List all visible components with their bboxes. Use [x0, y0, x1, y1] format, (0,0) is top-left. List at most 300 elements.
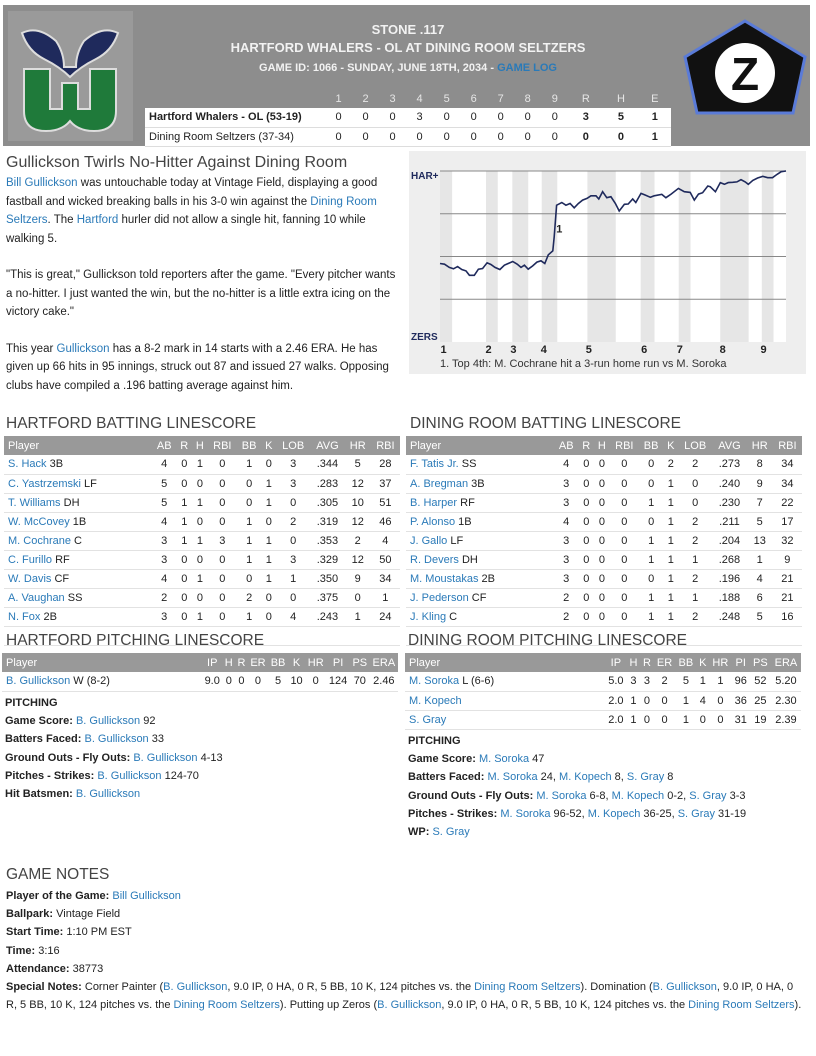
position: RF [460, 496, 475, 509]
player-or-team-link[interactable]: Bill Gullickson [6, 177, 78, 189]
hartford-pitching-notes [5, 694, 223, 803]
stat-cell: 0 [176, 474, 192, 493]
column-header: HR [709, 653, 731, 672]
stat-cell: 0 [276, 493, 310, 512]
stat-cell: 4 [554, 512, 578, 531]
stat-cell: 16 [773, 607, 802, 626]
column-header: RBI [773, 436, 802, 455]
field-label: Pitches - Strikes: [408, 807, 498, 820]
stat-cell: 0 [237, 474, 261, 493]
player-or-team-link[interactable]: B. Gullickson [163, 981, 228, 994]
linescore-header-cell: 6 [470, 92, 477, 105]
text: 4-13 [197, 751, 223, 764]
stat-cell: 3 [640, 672, 653, 691]
stat-cell: 1 [176, 493, 192, 512]
stat-cell: 0 [276, 531, 310, 550]
pitching-stat-line [5, 767, 223, 785]
player-link[interactable]: S. Hack [8, 458, 47, 471]
player-link[interactable]: M. Kopech [409, 694, 462, 707]
stat-cell: 1 [237, 512, 261, 531]
pitching-stat-line [5, 712, 223, 730]
stat-cell: 51 [371, 493, 400, 512]
text: 6-8, [586, 789, 612, 802]
stat-cell: 0 [305, 672, 326, 691]
position: DH [63, 496, 80, 509]
player-or-team-link[interactable]: S. Gray [626, 771, 665, 784]
game-notes-heading: GAME NOTES [6, 866, 110, 883]
stat-cell: 0 [208, 474, 237, 493]
column-header: PI [326, 653, 350, 672]
stat-cell: 22 [773, 493, 802, 512]
text: ). [794, 999, 802, 1012]
stat-cell: 124 [326, 672, 350, 691]
stat-cell: 5 [268, 672, 288, 691]
stat-cell: 3 [276, 455, 310, 474]
player-link[interactable]: C. Yastrzemski [8, 477, 81, 490]
stat-cell: .319 [310, 512, 345, 531]
field-label: Batters Faced: [408, 771, 485, 784]
stat-cell: 0 [578, 550, 594, 569]
pitching-stat-line [408, 768, 746, 786]
player-link[interactable]: B. Gullickson [6, 675, 71, 688]
stat-cell: 1 [261, 474, 276, 493]
stat-cell: 3 [554, 569, 578, 588]
stat-cell: 0 [610, 550, 639, 569]
stat-cell: 3 [152, 550, 176, 569]
stat-cell: 1 [176, 531, 192, 550]
table-row [4, 474, 400, 493]
column-header: R [640, 653, 653, 672]
stat-cell: 9.0 [202, 672, 222, 691]
position: 2B [481, 572, 495, 585]
stat-cell: 0 [678, 474, 712, 493]
stat-cell: 0 [610, 607, 639, 626]
text: 124-70 [161, 769, 199, 782]
player-link[interactable]: M. Moustakas [410, 572, 479, 585]
player-or-team-link[interactable]: S. Gray [689, 789, 727, 802]
position: CF [471, 591, 487, 604]
table-row [4, 512, 400, 531]
pitching-stat-line [5, 785, 223, 803]
column-header: Player [4, 436, 152, 455]
stat-cell: 3 [554, 550, 578, 569]
field-label: Special Notes: [6, 981, 82, 994]
player-link[interactable]: N. Fox [8, 610, 41, 623]
player-or-team-link[interactable]: S. Gray [677, 807, 715, 820]
stat-cell: 0 [578, 607, 594, 626]
column-header: K [261, 436, 276, 455]
player-link[interactable]: A. Vaughan [8, 591, 65, 604]
column-header: AB [152, 436, 176, 455]
x-tick-label: 5 [585, 344, 592, 356]
stat-cell: 21 [773, 588, 802, 607]
stat-cell: 0 [248, 672, 268, 691]
position: 2B [43, 610, 57, 623]
stat-cell: 5 [675, 672, 696, 691]
note-line [6, 905, 806, 923]
stat-cell: 1 [261, 550, 276, 569]
player-cell [4, 531, 152, 550]
player-or-team-link[interactable]: M. Soroka [536, 789, 587, 802]
player-cell [406, 455, 554, 474]
stat-cell: 3 [627, 672, 640, 691]
stat-cell: 2 [678, 455, 712, 474]
text: Corner Painter ( [81, 981, 164, 994]
table-row [4, 607, 400, 626]
player-or-team-link[interactable]: B. Gullickson [75, 788, 141, 801]
player-link[interactable]: R. Devers [410, 553, 459, 566]
dining-room-batting-heading: DINING ROOM BATTING LINESCORE [410, 415, 681, 432]
table-row [4, 569, 400, 588]
column-header: LOB [276, 436, 310, 455]
stat-cell: 0 [578, 493, 594, 512]
stat-cell: 1 [237, 531, 261, 550]
text: was untouchable today at Vintage Field, displaying a good fastball and wicked breaking balls in his 3-0 win against the [6, 177, 378, 208]
pitching-section-heading: PITCHING [408, 735, 461, 747]
position: LF [450, 534, 464, 547]
stat-cell: 1 [663, 493, 678, 512]
linescore-header-cell: 1 [335, 92, 342, 105]
player-link[interactable]: W. McCovey [8, 515, 70, 528]
player-link[interactable]: J. Kling [410, 610, 447, 623]
column-header: PI [732, 653, 750, 672]
stat-cell: 28 [371, 455, 400, 474]
text: 3-3 [726, 789, 746, 802]
player-link[interactable]: C. Furillo [8, 553, 53, 566]
table-row [4, 588, 400, 607]
text: ). Domination ( [580, 981, 653, 994]
table-row [4, 550, 400, 569]
stat-cell: 96 [732, 672, 750, 691]
stat-cell: 1 [663, 512, 678, 531]
text: 36-25, [640, 807, 678, 820]
stat-cell: 1 [192, 493, 208, 512]
stat-cell: 1 [709, 672, 731, 691]
stat-cell: 0 [176, 569, 192, 588]
x-tick-label: 4 [540, 344, 547, 356]
linescore-cell: 0 [514, 127, 541, 146]
position: SS [67, 591, 83, 604]
stat-cell: 3 [152, 531, 176, 550]
stat-cell: 0 [208, 493, 237, 512]
player-or-team-link[interactable]: Gullickson [56, 342, 110, 355]
story-paragraph [6, 340, 400, 396]
game-notes [6, 866, 806, 1014]
field-label: Batters Faced: [5, 733, 82, 746]
player-link[interactable]: B. Harper [410, 496, 458, 509]
position: DH [461, 553, 478, 566]
stat-cell: .353 [310, 531, 345, 550]
stat-cell: 0 [578, 531, 594, 550]
text: 1:10 PM EST [63, 926, 132, 939]
linescore-cell: 0 [379, 127, 406, 146]
stat-cell: .268 [712, 550, 747, 569]
player-or-team-link[interactable]: Dining Room Seltzers [173, 999, 280, 1012]
column-header: HR [345, 436, 371, 455]
player-or-team-link[interactable]: B. Gullickson [133, 751, 198, 764]
column-header: LOB [678, 436, 712, 455]
stat-cell: 1 [639, 607, 663, 626]
stat-cell: 0 [594, 531, 610, 550]
linescore-row [145, 127, 671, 146]
stat-cell: 2.30 [771, 691, 801, 710]
stat-cell: 3 [554, 493, 578, 512]
player-or-team-link[interactable]: Dining Room Seltzers [474, 981, 581, 994]
stat-cell: 5.20 [771, 672, 801, 691]
x-tick-label: 3 [510, 344, 517, 356]
text: 31-19 [714, 807, 747, 820]
player-or-team-link[interactable]: M. Kopech [587, 807, 641, 820]
linescore-cell: 0 [433, 127, 460, 146]
stat-cell: 1 [261, 493, 276, 512]
player-link[interactable]: M. Cochrane [8, 534, 71, 547]
column-header: PS [750, 653, 771, 672]
player-cell [4, 512, 152, 531]
linescore-cell: 0 [487, 108, 514, 127]
table-row [405, 691, 801, 710]
stat-cell: 0 [594, 474, 610, 493]
stat-cell: 2 [663, 455, 678, 474]
stat-cell: 0 [261, 607, 276, 626]
field-label: Hit Batsmen: [5, 788, 73, 801]
stat-cell: .273 [712, 455, 747, 474]
player-or-team-link[interactable]: Dining Room Seltzers [6, 195, 377, 226]
stat-cell: 0 [610, 531, 639, 550]
linescore-header-cell: E [651, 92, 659, 105]
stat-cell: 1 [678, 550, 712, 569]
stat-cell: 0 [654, 691, 676, 710]
stat-cell: 0 [594, 455, 610, 474]
stat-cell: 10 [288, 672, 305, 691]
text: , 9.0 IP, 0 HA, 0 R, 5 BB, 10 K, 124 pitches vs. the [441, 999, 689, 1012]
column-header: ER [248, 653, 268, 672]
team-name: Hartford Whalers - OL (53-19) [145, 108, 325, 127]
stat-cell: 10 [345, 493, 371, 512]
pitching-stat-line [408, 787, 746, 805]
column-header: RBI [610, 436, 639, 455]
stat-cell: 4 [371, 531, 400, 550]
player-cell [406, 588, 554, 607]
column-header: ERA [771, 653, 801, 672]
player-link[interactable]: T. Williams [8, 496, 61, 509]
player-cell [406, 569, 554, 588]
field-label: Game Score: [408, 753, 476, 766]
game-info [143, 62, 673, 74]
stat-cell: 0 [639, 474, 663, 493]
field-label: Start Time: [6, 926, 64, 939]
player-or-team-link[interactable]: S. Gray [432, 826, 470, 839]
player-or-team-link[interactable]: B. Gullickson [97, 769, 162, 782]
stat-cell: 2 [554, 588, 578, 607]
text: 47 [529, 753, 545, 766]
stat-cell: 0 [237, 493, 261, 512]
note-line [6, 978, 806, 1014]
player-or-team-link[interactable]: M. Kopech [611, 789, 665, 802]
stat-cell: 12 [345, 550, 371, 569]
stat-cell: 2.46 [370, 672, 398, 691]
stat-cell: 1 [639, 531, 663, 550]
linescore-cell: 3 [568, 108, 603, 127]
linescore-header-cell: H [616, 92, 625, 105]
linescore-cell: 0 [541, 108, 568, 127]
text: , 9.0 IP, 0 HA, 0 R, 5 BB, 10 K, 124 pitches vs. the [6, 981, 794, 1012]
stat-cell: 4 [152, 569, 176, 588]
stat-cell: 1 [345, 607, 371, 626]
linescore-cell: 0 [325, 127, 352, 146]
stat-cell: .375 [310, 588, 345, 607]
stat-cell: 0 [176, 607, 192, 626]
player-link[interactable]: P. Alonso [410, 515, 456, 528]
stat-cell: 8 [747, 455, 773, 474]
stat-cell: 50 [371, 550, 400, 569]
player-or-team-link[interactable]: Dining Room Seltzers [688, 999, 795, 1012]
stat-cell: 0 [345, 588, 371, 607]
linescore-header-cell: 2 [362, 92, 369, 105]
stat-cell: 1 [678, 588, 712, 607]
player-or-team-link[interactable]: Hartford [76, 214, 119, 226]
linescore-row [145, 108, 671, 127]
column-header: H [594, 436, 610, 455]
stat-cell: 1 [663, 474, 678, 493]
stat-cell: 5 [747, 512, 773, 531]
column-header: K [696, 653, 709, 672]
column-header: ER [654, 653, 676, 672]
pitching-stat-line [408, 823, 746, 841]
player-link[interactable]: J. Pederson [410, 591, 469, 604]
stat-cell: .230 [712, 493, 747, 512]
position: SS [461, 458, 477, 471]
stat-cell: 0 [192, 474, 208, 493]
player-link[interactable]: S. Gray [409, 713, 447, 726]
story-paragraph [6, 266, 400, 322]
player-or-team-link[interactable]: B. Gullickson [377, 999, 442, 1012]
stat-cell: 1 [237, 607, 261, 626]
stat-cell: 1 [176, 512, 192, 531]
stat-cell: 1 [663, 550, 678, 569]
position: LF [84, 477, 97, 490]
text: hurler did not allow a single hit, fanning 10 while walking 5. [6, 214, 366, 245]
player-link[interactable]: F. Tatis Jr. [410, 458, 459, 471]
player-or-team-link[interactable]: B. Gullickson [652, 981, 717, 994]
stat-cell: 3 [554, 474, 578, 493]
stat-cell: 0 [192, 550, 208, 569]
pitching-stat-line [5, 749, 223, 767]
pitching-stat-line [408, 805, 746, 823]
player-cell [2, 672, 202, 691]
table-row [405, 710, 801, 729]
player-or-team-link[interactable]: B. Gullickson [84, 733, 149, 746]
stat-cell: 9 [773, 550, 802, 569]
player-cell [405, 672, 605, 691]
stat-cell: 46 [371, 512, 400, 531]
table-row [406, 531, 802, 550]
player-or-team-link[interactable]: M. Kopech [559, 771, 612, 784]
stat-cell: 34 [371, 569, 400, 588]
table-row [406, 550, 802, 569]
linescore-cell: 0 [406, 127, 433, 146]
player-link[interactable]: M. Soroka [409, 675, 460, 688]
stat-cell: 2 [678, 607, 712, 626]
stat-cell: 0 [640, 710, 653, 729]
dining-room-pitching-heading: DINING ROOM PITCHING LINESCORE [408, 632, 688, 649]
stat-cell: 0 [594, 569, 610, 588]
linescore-header-cell: 3 [389, 92, 396, 105]
stat-cell: 12 [345, 474, 371, 493]
text: "This is great," Gullickson told reporters after the game. "Every pitcher wants a no-hitter. I just wanted the win, but the no-hitter is a little extra icing on the victory cake." [6, 269, 396, 318]
player-link[interactable]: A. Bregman [410, 477, 469, 490]
stat-cell: 2 [237, 588, 261, 607]
linescore-cell: 3 [406, 108, 433, 127]
stat-cell: 0 [192, 512, 208, 531]
stat-cell: 0 [222, 672, 235, 691]
table-header-row [4, 436, 400, 455]
stat-cell: 19 [750, 710, 771, 729]
story-headline: Gullickson Twirls No-Hitter Against Dining Room [6, 154, 348, 171]
table-header-row [406, 436, 802, 455]
stat-cell: 2 [678, 531, 712, 550]
linescore-table [145, 89, 671, 147]
text: 92 [140, 715, 156, 728]
player-link[interactable]: W. Davis [8, 572, 52, 585]
player-or-team-link[interactable]: M. Soroka [487, 771, 538, 784]
stat-cell: 0 [594, 512, 610, 531]
linescore-header-cell [145, 89, 325, 108]
game-log-link[interactable]: GAME LOG [497, 62, 557, 74]
column-header: RBI [371, 436, 400, 455]
stat-cell: 0 [208, 569, 237, 588]
stat-cell: 1 [192, 569, 208, 588]
stat-cell: .243 [310, 607, 345, 626]
table-row [406, 455, 802, 474]
stat-cell: 6 [747, 588, 773, 607]
column-header: H [192, 436, 208, 455]
linescore-cell: 0 [433, 108, 460, 127]
player-or-team-link[interactable]: Bill Gullickson [112, 890, 181, 902]
stat-cell: 0 [709, 691, 731, 710]
stat-cell: 5.0 [605, 672, 627, 691]
table-row [2, 672, 398, 691]
player-or-team-link[interactable]: M. Soroka [478, 753, 530, 766]
stat-cell: 5 [747, 607, 773, 626]
x-tick-label: 6 [641, 344, 648, 356]
stat-cell: 4 [747, 569, 773, 588]
x-tick-label: 1 [440, 344, 447, 356]
hartford-pitching-heading: HARTFORD PITCHING LINESCORE [6, 632, 265, 649]
stat-cell: .196 [712, 569, 747, 588]
stat-cell: 2.0 [605, 691, 627, 710]
player-link[interactable]: J. Gallo [410, 534, 448, 547]
stat-cell: 0 [610, 569, 639, 588]
stat-cell: 1 [663, 531, 678, 550]
player-cell [4, 493, 152, 512]
stat-cell: 1 [639, 588, 663, 607]
stat-cell: 0 [261, 588, 276, 607]
table-header-row [2, 653, 398, 672]
column-header: PS [350, 653, 370, 672]
x-tick-label: 2 [485, 344, 492, 356]
player-or-team-link[interactable]: B. Gullickson [75, 715, 141, 728]
stat-cell: .329 [310, 550, 345, 569]
stat-cell: 37 [371, 474, 400, 493]
position: 3B [471, 477, 485, 490]
linescore-cell: 0 [379, 108, 406, 127]
hartford-whalers-logo [8, 11, 133, 141]
stat-cell: 0 [610, 455, 639, 474]
player-or-team-link[interactable]: M. Soroka [500, 807, 551, 820]
player-cell [4, 550, 152, 569]
x-tick-label: 7 [676, 344, 683, 356]
table-row [406, 493, 802, 512]
